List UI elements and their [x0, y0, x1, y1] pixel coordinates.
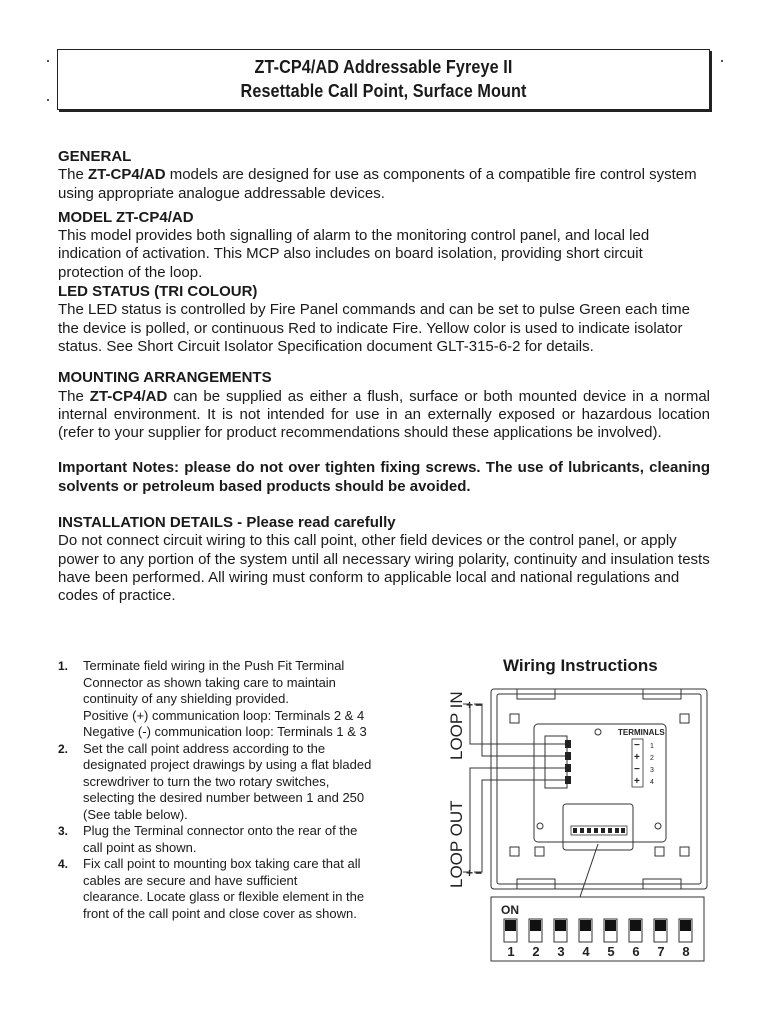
step-line: call point as shown. [83, 839, 197, 855]
model-heading: MODEL ZT-CP4/AD [58, 208, 194, 226]
terminal-sign: + [634, 752, 640, 763]
loop-out-minus: − [475, 866, 483, 880]
step-number: 3. [58, 824, 69, 838]
step-number: 2. [58, 741, 69, 756]
loop-out-plus: + [466, 866, 474, 880]
dip-number: 5 [607, 944, 615, 959]
call-point-backplate [491, 689, 707, 889]
dip-number: 7 [657, 944, 665, 959]
dip-number: 8 [682, 944, 690, 959]
document-subtitle: Resettable Call Point, Surface Mount [240, 81, 527, 101]
step-line: Terminate field wiring in the Push Fit Terminal [83, 658, 345, 673]
wiring-instructions-title: Wiring Instructions [503, 656, 658, 675]
terminal-markings [632, 739, 654, 787]
step-line: designated project drawings by using a flat bladed [83, 757, 372, 772]
terminal-sign: + [634, 776, 640, 787]
step-line: selecting the desired number between 1 and 250 [83, 790, 365, 805]
dip-number: 1 [507, 944, 515, 959]
dip-number: 4 [582, 944, 590, 959]
step-line: Positive (+) communication loop: Terminals 2 & 4 [83, 707, 365, 723]
step-line: Negative (-) communication loop: Terminals 1 & 3 [83, 724, 367, 739]
general-heading: GENERAL [58, 148, 132, 165]
step-number: 1. [58, 659, 69, 673]
step-line: screwdriver to turn the two rotary switches, [83, 773, 330, 789]
step-line: Plug the Terminal connector onto the rear of the [83, 823, 358, 838]
step-line: Connector as shown taking care to maintain [83, 674, 336, 690]
loop-in-label: LOOP IN [447, 691, 466, 760]
step-line: cables are secure and have sufficient [83, 872, 298, 888]
loop-in-plus: + [466, 698, 474, 712]
step-line: (See table below). [83, 806, 188, 822]
loop-out-label: LOOP OUT [447, 800, 466, 888]
model-text: This model provides both signalling of alarm to the monitoring control panel, and local led indication of activation. This MCP also includes on board isolation, providing short circuit protection of the loop. [58, 227, 650, 281]
dip-number: 2 [532, 944, 540, 959]
general-text: The ZT-CP4/AD models are designed for use as components of a compatible fire control system using appropriate analogue addressable devices. [58, 166, 697, 202]
step-line: clearance. Locate glass or flexible element in the [83, 889, 365, 904]
loop-in-minus: − [475, 698, 483, 712]
loop-wires [463, 704, 598, 897]
dip-switch-panel [491, 897, 704, 961]
pcb-dip-switch [571, 826, 627, 835]
step-number: 4. [58, 857, 69, 871]
installation-heading: INSTALLATION DETAILS - Please read carefully [58, 514, 396, 532]
led-status-heading: LED STATUS (TRI COLOUR) [58, 283, 258, 301]
terminals-label: TERMINALS [618, 728, 665, 737]
terminal-number: 4 [650, 779, 654, 786]
important-notes: Important Notes: please do not over tighten fixing screws. The use of lubricants, cleaning solvents or petroleum based products should be avoided. [58, 459, 710, 495]
step-line: continuity of any shielding provided. [83, 691, 289, 706]
terminal-sign: − [634, 764, 640, 775]
document-title: ZT-CP4/AD Addressable Fyreye II [254, 57, 513, 77]
dip-on-label: ON [501, 903, 519, 917]
step-line: Set the call point address according to the [83, 740, 326, 756]
terminal-number: 2 [650, 755, 654, 762]
mounting-heading: MOUNTING ARRANGEMENTS [58, 369, 272, 387]
installation-text: Do not connect circuit wiring to this call point, other field devices or the control panel, or apply power to any portion of the system until all necessary wiring polarity, continuity and insulation tests have been performed. All wiring must conform to applicable local and national regulations and codes of practice. [58, 532, 710, 605]
led-status-text: The LED status is controlled by Fire Panel commands and can be set to pulse Green each time the device is polled, or continuous Red to indicate Fire. Yellow color is used to indicate isolator status. See Short Circuit Isolator Specification document GLT-315-6-2 for details. [58, 301, 690, 355]
mounting-text: The ZT-CP4/AD can be supplied as either a flush, surface or both mounted device in a normal internal environment. It is not intended for use in an externally exposed or hazardous location (refer to your supplier for product recommendations should these applications be involved). [58, 387, 711, 442]
terminal-number: 1 [650, 743, 654, 750]
dip-number: 3 [557, 944, 565, 959]
step-line: front of the call point and close cover as shown. [83, 905, 357, 921]
terminal-number: 3 [650, 767, 654, 774]
terminal-sign: − [634, 740, 640, 751]
step-line: Fix call point to mounting box taking care that all [83, 856, 361, 871]
dip-number: 6 [632, 944, 640, 959]
